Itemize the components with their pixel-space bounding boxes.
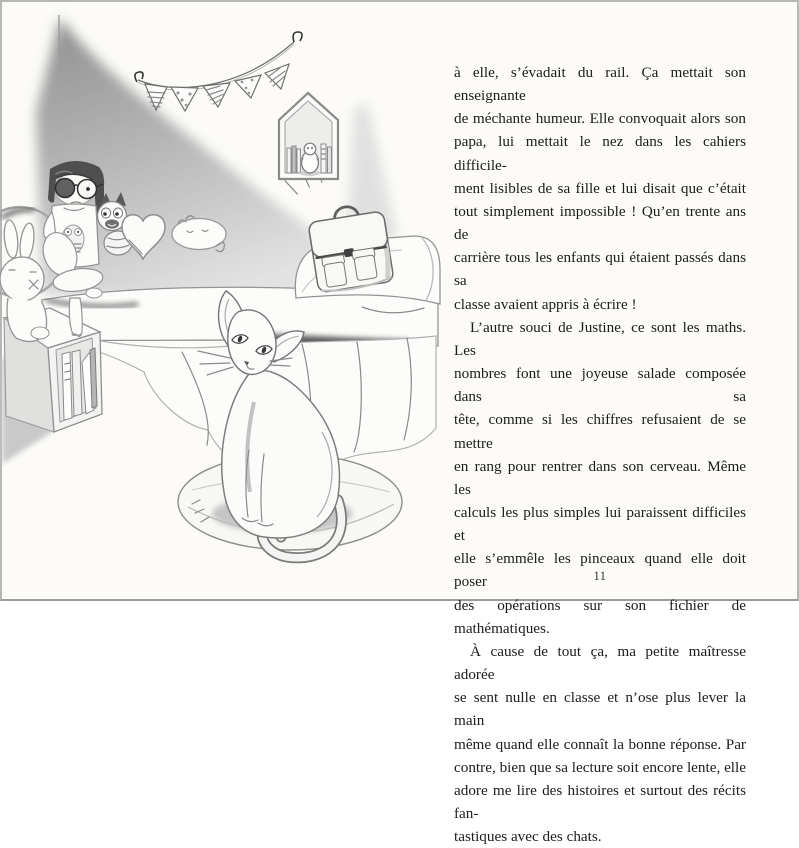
paragraph [454, 61, 746, 316]
text-line: tastiques avec des chats. [454, 828, 602, 846]
hook-icon [293, 32, 302, 42]
pennant-dotted [171, 87, 198, 111]
bunting-banner [135, 32, 302, 111]
text-line: se sent nulle en classe et n’ose plus lever la main [454, 689, 746, 730]
text-line: tête, comme si les chiffres refusaient de se mettre [454, 411, 746, 452]
text-line: à elle, s’évadait du rail. Ça mettait son enseignante [454, 64, 746, 105]
text-line: classe avaient appris à écrire ! [454, 295, 637, 313]
girl-foot [69, 298, 82, 335]
text-line: papa, lui mettait le nez dans les cahiers difficile- [454, 133, 746, 174]
text-line: contre, bien que sa lecture soit encore lente, elle [454, 758, 746, 776]
text-line: carrière tous les enfants qui étaient passés dans sa [454, 249, 746, 290]
text-line: calculs les plus simples lui paraissent difficiles et [454, 503, 746, 545]
page-text [454, 61, 746, 848]
text-line: L’autre souci de Justine, ce sont les maths. Les [454, 318, 746, 359]
text-line: adore me lire des histoires et surtout des récits fan- [454, 781, 746, 822]
text-line: elle s’emmêle les pinceaux quand elle doit poser [454, 550, 746, 591]
pennant-diagonal [203, 83, 230, 107]
pennant-diagonal [265, 64, 289, 89]
text-line: ment lisibles de sa fille et lui disait que c’était [454, 179, 746, 197]
house-shaped-shelf [279, 93, 338, 179]
satchel-pocket [354, 255, 377, 281]
text-line: À cause de tout ça, ma petite maîtresse adorée [454, 642, 746, 684]
books [62, 348, 97, 420]
paragraph [454, 316, 746, 640]
paragraph [454, 640, 746, 848]
text-line: de méchante humeur. Elle convoquait alors son [454, 110, 746, 128]
left-page-illustration [2, 2, 450, 599]
bedroom-illustration [2, 2, 450, 599]
text-line: même quand elle connaît la bonne réponse. Par [454, 735, 746, 753]
text-line: tout simplement impossible ! Qu’en trente ans de [454, 202, 746, 244]
satchel-pocket [324, 262, 347, 288]
bunny-foot [31, 327, 49, 339]
text-line: en rang pour rentrer dans son cerveau. Même les [454, 457, 746, 498]
text-line: nombres font une joyeuse salade composée dans sa [454, 365, 746, 406]
page-number: 11 [593, 569, 607, 583]
text-line: des opérations sur son fichier de mathématiques. [454, 596, 746, 637]
